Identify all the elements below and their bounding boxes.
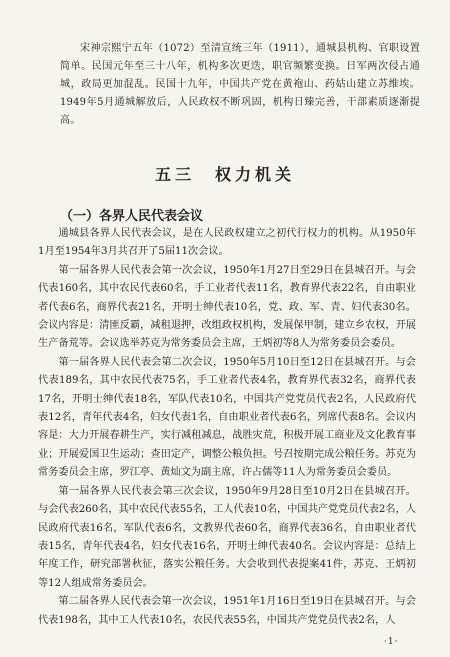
body-text — [38, 225, 416, 630]
section-title: 五三 权力机关 — [154, 165, 295, 184]
subsection-heading: （一）各界人民代表会议 — [60, 209, 204, 224]
body-paragraph: 第一届各界人民代表会第三次会议，1950年9月28日至10月2日在县城召开。与会代表260名，其中农民代表55名，工人代表10名，中国共产党党员代表2名，人民政府代表16名，军队代表6名，文教界代表60名，商界代表36名，自由职业者代表15名，青年代表4名，妇女代表16名，开明士绅代表40名。会议内容是：总结上年度工作，研究部署秋征，落实公粮任务。大会收到代表提案41件，苏克、王炳初等12人组成常务委员会。 — [38, 485, 416, 589]
intro-paragraph: 宋神宗熙宁五年（1072）至清宣统三年（1911），通城县机构、官职设置简单。民国元年至三十八年，机构多次更迭，职官频繁变换。日军两次侵占通城，政局更加混乱。民国十九年，中国共产党在黄袍山、药姑山建立苏维埃。1949年5月通城解放后，人民政权不断巩固，机构日臻完善，干部素质逐渐提高。 — [60, 43, 420, 126]
page-number: ·1· — [384, 637, 399, 647]
body-paragraph: 第一届各界人民代表会第一次会议，1950年1月27日至29日在县城召开。与会代表160名，其中农民代表60名，手工业者代表11名，教育界代表22名，自由职业者代表6名，商界代表21名，开明士绅代表10名，党、政、军、青、妇代表30名。会议内容是：清匪反霸，减租退押，改组政权机构，发展保甲制，建立乡农权，开展生产备荒等。会议选举苏克为常务委员会主席，王炳初等8人为常务委员会委员。 — [38, 264, 416, 350]
body-paragraph: 第二届各界人民代表会第一次会议，1951年1月16日至19日在县城召开。与会代表198名，其中工人代表10名，农民代表55名，中国共产党党员代表2名，人 — [38, 596, 416, 626]
body-paragraph: 第一届各界人民代表会第二次会议，1950年5月10日至12日在县城召开。与会代表189名，其中农民代表75名，手工业者代表4名，教育界代表32名，商界代表17名，开明士绅代表18名，军队代表10名，中国共产党党员代表2名，人民政府代表12名，青年代表4名，妇女代表1名，自由职业者代表6名，列席代表8名。会议内容是：大力开展春耕生产，实行减租减息，战胜灾荒，积极开展工商业及文化教育事业；开展爱国卫生运动；查田定产，调整公粮负担。号召按期完成公粮任务。苏克为常务委员会主席，罗江亭、黄灿文为副主席，许占儒等11人为常务委员会委员。 — [38, 356, 416, 479]
body-paragraph: 通城县各界人民代表会议，是在人民政权建立之初代行权力的机构。从1950年1月至1954年3月共召开了5届11次会议。 — [38, 228, 416, 258]
